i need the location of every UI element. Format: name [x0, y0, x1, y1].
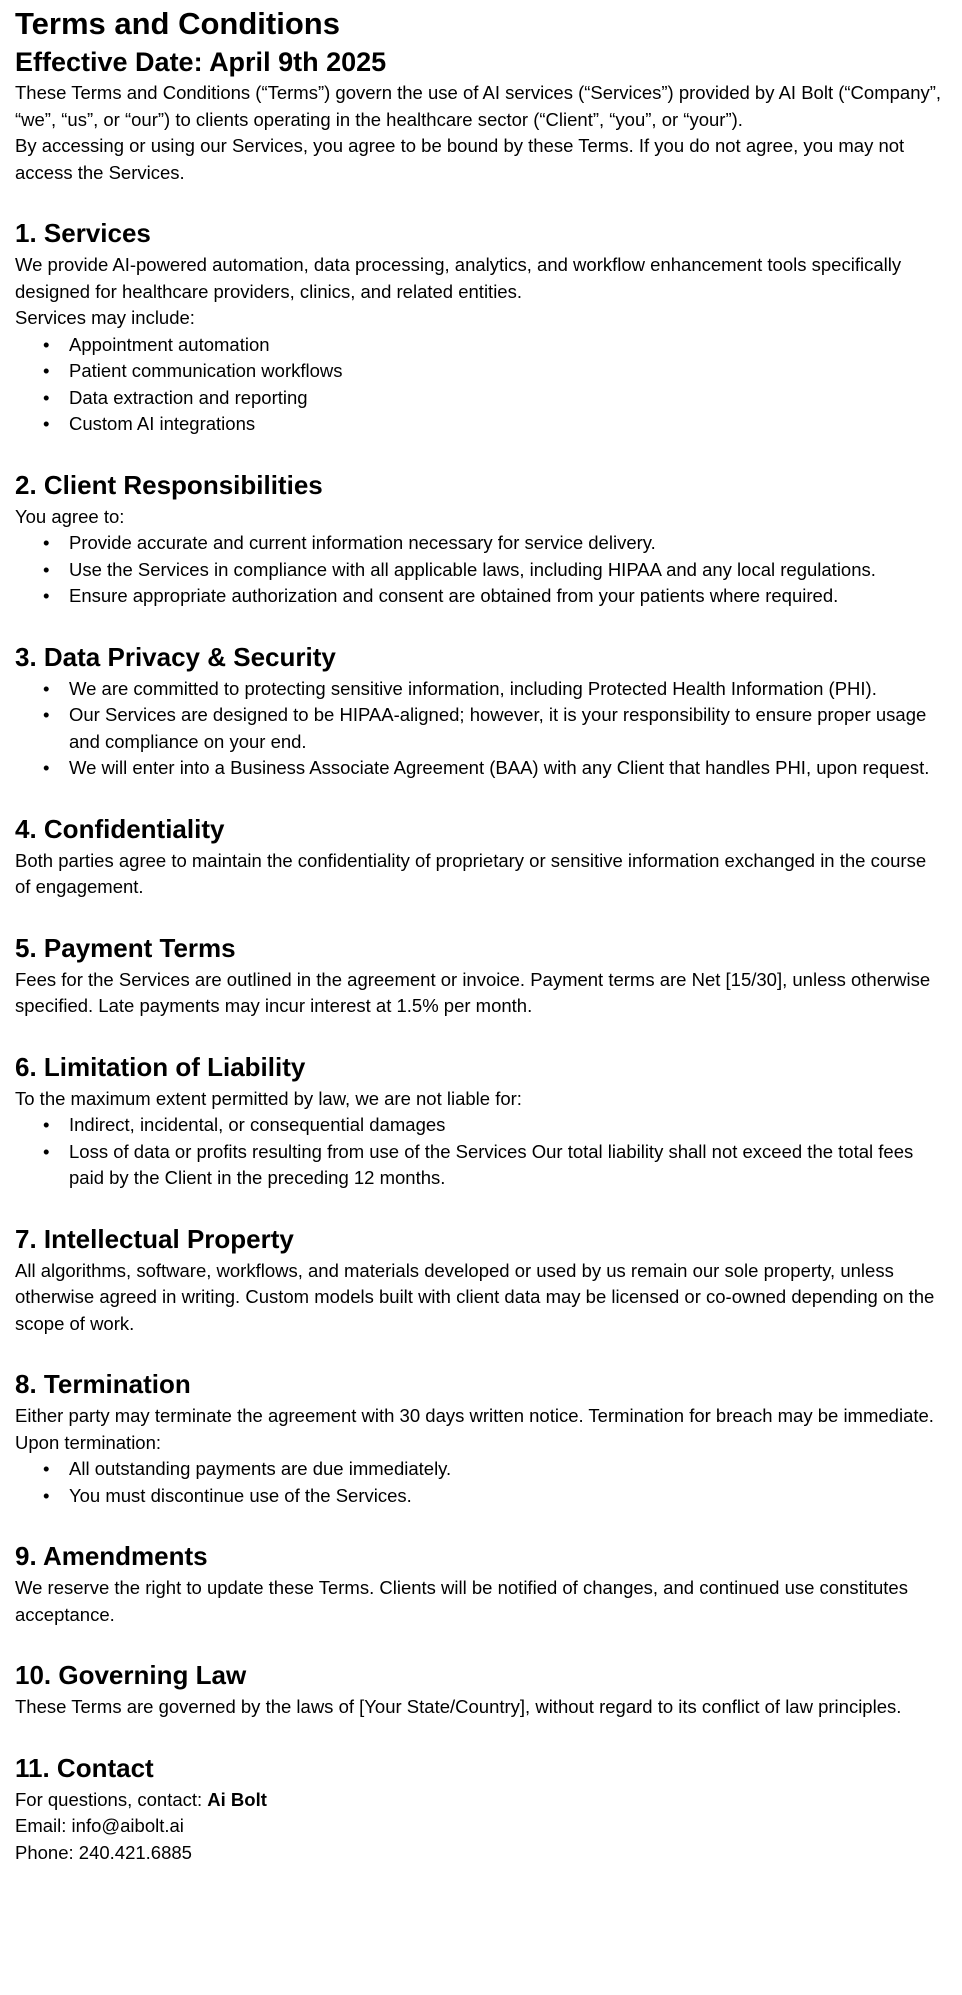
- contact-company-name: Ai Bolt: [207, 1788, 267, 1810]
- governing-law-paragraph: These Terms are governed by the laws of [Your State/Country], without regard to its conflict of law principles.: [15, 1696, 902, 1717]
- terms-document: [0, 4, 962, 1866]
- list-item: [43, 676, 942, 703]
- bullet-icon: •: [43, 585, 50, 606]
- list-item: [43, 702, 942, 755]
- list-item: [43, 1112, 942, 1139]
- bullet-icon: •: [43, 532, 50, 553]
- intellectual-property-paragraph: All algorithms, software, workflows, and materials developed or used by us remain our sole property, unless otherwise agreed in writing. Custom models built with client data may be licensed or co-owned depending on the scope of work.: [15, 1259, 935, 1334]
- services-description: We provide AI-powered automation, data processing, analytics, and workflow enhancement tools specifically designed for healthcare providers, clinics, and related entities.: [15, 254, 902, 302]
- list-item-text: Custom AI integrations: [69, 413, 256, 434]
- list-item: [43, 332, 942, 359]
- list-item: [43, 530, 942, 557]
- bullet-icon: •: [43, 333, 50, 355]
- section-heading-data-privacy: 3. Data Privacy & Security: [15, 641, 336, 672]
- liability-intro: To the maximum extent permitted by law, we are not liable for:: [15, 1087, 522, 1109]
- list-item-text: Appointment automation: [69, 333, 270, 355]
- responsibilities-list: [15, 530, 942, 610]
- list-item: [43, 1483, 942, 1510]
- section-heading-intellectual-property: 7. Intellectual Property: [15, 1223, 294, 1254]
- list-item-text: Loss of data or profits resulting from use of the Services Our total liability shall not exceed the total fees paid by the Client in the preceding 12 months.: [69, 1140, 914, 1188]
- section-heading-payment-terms: 5. Payment Terms: [15, 932, 236, 963]
- bullet-icon: •: [43, 558, 50, 580]
- confidentiality-paragraph: Both parties agree to maintain the confidentiality of proprietary or sensitive information exchanged in the course of engagement.: [15, 849, 927, 897]
- effective-date: Effective Date: April 9th 2025: [15, 47, 387, 77]
- list-item-text: We are committed to protecting sensitive information, including Protected Health Information (PHI).: [69, 677, 877, 699]
- termination-paragraph: Either party may terminate the agreement with 30 days written notice. Termination for breach may be immediate. Upon termination:: [15, 1405, 934, 1453]
- bullet-icon: •: [43, 386, 50, 408]
- list-item: [43, 411, 942, 438]
- list-item-text: Provide accurate and current information necessary for service delivery.: [69, 532, 656, 553]
- contact-email: Email: info@aibolt.ai: [15, 1815, 184, 1836]
- section-heading-limitation-of-liability: 6. Limitation of Liability: [15, 1051, 306, 1082]
- bullet-icon: •: [43, 704, 50, 725]
- list-item-text: Our Services are designed to be HIPAA-aligned; however, it is your responsibility to ensure proper usage and compliance on your end.: [69, 704, 927, 752]
- page-title: Terms and Conditions: [15, 6, 340, 41]
- bullet-icon: •: [43, 1458, 50, 1479]
- list-item-text: All outstanding payments are due immediately.: [69, 1458, 452, 1479]
- list-item-text: We will enter into a Business Associate Agreement (BAA) with any Client that handles PHI, upon request.: [69, 757, 930, 778]
- list-item-text: You must discontinue use of the Services.: [69, 1484, 412, 1506]
- list-item: [43, 1456, 942, 1483]
- bullet-icon: •: [43, 413, 50, 434]
- list-item-text: Ensure appropriate authorization and consent are obtained from your patients where required.: [69, 585, 839, 606]
- list-item-text: Use the Services in compliance with all applicable laws, including HIPAA and any local regulations.: [69, 558, 876, 580]
- privacy-list: [15, 676, 942, 782]
- list-item-text: Data extraction and reporting: [69, 386, 308, 408]
- section-heading-contact: 11. Contact: [15, 1752, 154, 1783]
- section-heading-amendments: 9. Amendments: [15, 1541, 208, 1571]
- intro-agreement-paragraph: By accessing or using our Services, you agree to be bound by these Terms. If you do not agree, you may not access the Services.: [15, 135, 905, 183]
- contact-phone: Phone: 240.421.6885: [15, 1841, 192, 1863]
- section-heading-termination: 8. Termination: [15, 1369, 191, 1399]
- list-item: [43, 385, 942, 412]
- services-list-intro: Services may include:: [15, 307, 195, 328]
- intro-paragraph: These Terms and Conditions (“Terms”) govern the use of AI services (“Services”) provided by AI Bolt (“Company”, “we”, “us”, or “our”) to clients operating in the healthcare sector (“Client”, “you”, or “your”).: [15, 82, 942, 130]
- bullet-icon: •: [43, 677, 50, 699]
- liability-list: [15, 1112, 942, 1192]
- list-item: [43, 358, 942, 385]
- amendments-paragraph: We reserve the right to update these Terms. Clients will be notified of changes, and continued use constitutes acceptance.: [15, 1577, 908, 1625]
- list-item: [43, 557, 942, 584]
- section-heading-client-responsibilities: 2. Client Responsibilities: [15, 469, 323, 500]
- list-item: [43, 583, 942, 610]
- bullet-icon: •: [43, 1114, 50, 1135]
- list-item: [43, 755, 942, 782]
- list-item-text: Patient communication workflows: [69, 360, 343, 381]
- bullet-icon: •: [43, 360, 50, 381]
- contact-line: [15, 1787, 942, 1814]
- termination-list: [15, 1456, 942, 1509]
- responsibilities-intro: You agree to:: [15, 505, 125, 527]
- section-heading-services: 1. Services: [15, 218, 151, 248]
- section-heading-confidentiality: 4. Confidentiality: [15, 813, 225, 844]
- bullet-icon: •: [43, 757, 50, 778]
- contact-prefix: For questions, contact:: [15, 1788, 208, 1810]
- section-heading-governing-law: 10. Governing Law: [15, 1660, 247, 1690]
- list-item-text: Indirect, incidental, or consequential damages: [69, 1114, 446, 1135]
- services-list: [15, 332, 942, 438]
- bullet-icon: •: [43, 1140, 50, 1162]
- payment-terms-paragraph: Fees for the Services are outlined in the agreement or invoice. Payment terms are Net [15/30], unless otherwise specified. Late payments may incur interest at 1.5% per month.: [15, 968, 931, 1016]
- list-item: [43, 1139, 942, 1192]
- bullet-icon: •: [43, 1484, 50, 1506]
